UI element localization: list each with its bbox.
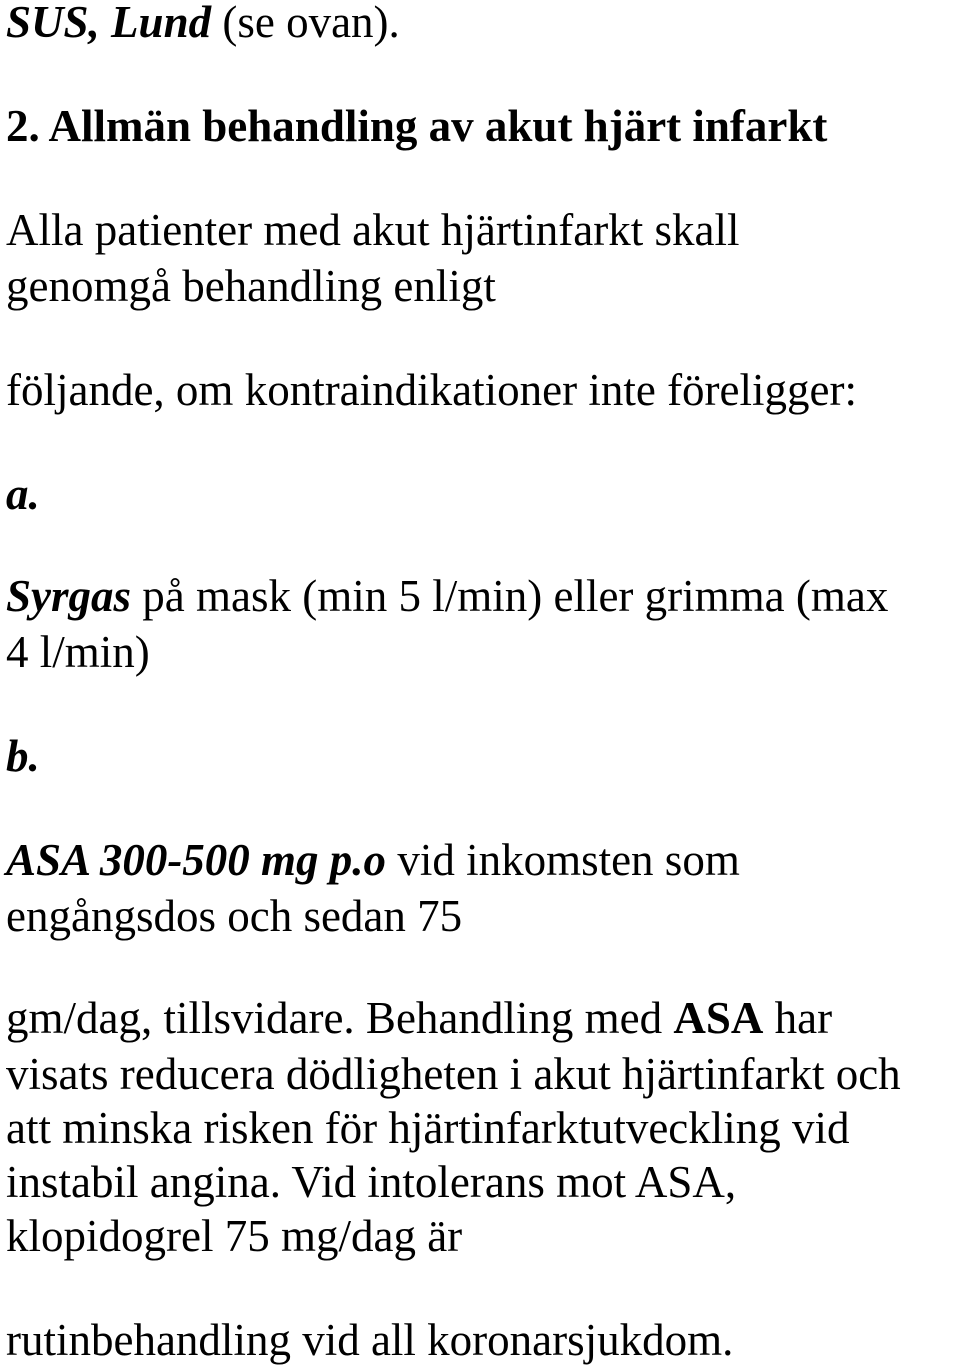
section-heading: 2. Allmän behandling av akut hjärt infarkt bbox=[6, 101, 828, 151]
item-b-line3-a: gm/dag, tillsvidare. Behandling med bbox=[6, 993, 674, 1043]
intro-location: SUS, Lund bbox=[6, 0, 212, 47]
item-b-line3-bold: ASA bbox=[673, 993, 764, 1043]
paragraph1-line1: Alla patienter med akut hjärtinfarkt skall bbox=[6, 205, 740, 255]
item-b-line4: visats reducera dödligheten i akut hjärtinfarkt och bbox=[6, 1049, 901, 1099]
item-a-line1-rest: på mask (min 5 l/min) eller grimma (max bbox=[131, 571, 889, 621]
item-b-line5: att minska risken för hjärtinfarktutveckling vid bbox=[6, 1103, 850, 1153]
item-a-marker: a. bbox=[6, 469, 40, 519]
item-b-line1-rest: vid inkomsten som bbox=[386, 835, 740, 885]
item-b-line8: rutinbehandling vid all koronarsjukdom. bbox=[6, 1315, 734, 1365]
item-b-line3 bbox=[6, 990, 832, 1046]
item-a-keyword: Syrgas bbox=[6, 571, 132, 621]
item-a-line2: 4 l/min) bbox=[6, 627, 150, 677]
paragraph1-line2: genomgå behandling enligt bbox=[6, 261, 496, 311]
item-b-line7: klopidogrel 75 mg/dag är bbox=[6, 1211, 463, 1261]
item-b-line1 bbox=[6, 832, 740, 888]
paragraph1-line3: följande, om kontraindikationer inte föreligger: bbox=[6, 365, 857, 415]
item-b-line3-b: har bbox=[763, 993, 833, 1043]
intro-rest: (se ovan). bbox=[211, 0, 400, 47]
item-b-marker: b. bbox=[6, 731, 40, 781]
item-b-line2: engångsdos och sedan 75 bbox=[6, 891, 463, 941]
intro-line bbox=[6, 0, 400, 50]
item-a-line1 bbox=[6, 568, 888, 624]
item-b-keyword: ASA 300-500 mg p.o bbox=[6, 835, 387, 885]
item-b-line6: instabil angina. Vid intolerans mot ASA, bbox=[6, 1157, 737, 1207]
